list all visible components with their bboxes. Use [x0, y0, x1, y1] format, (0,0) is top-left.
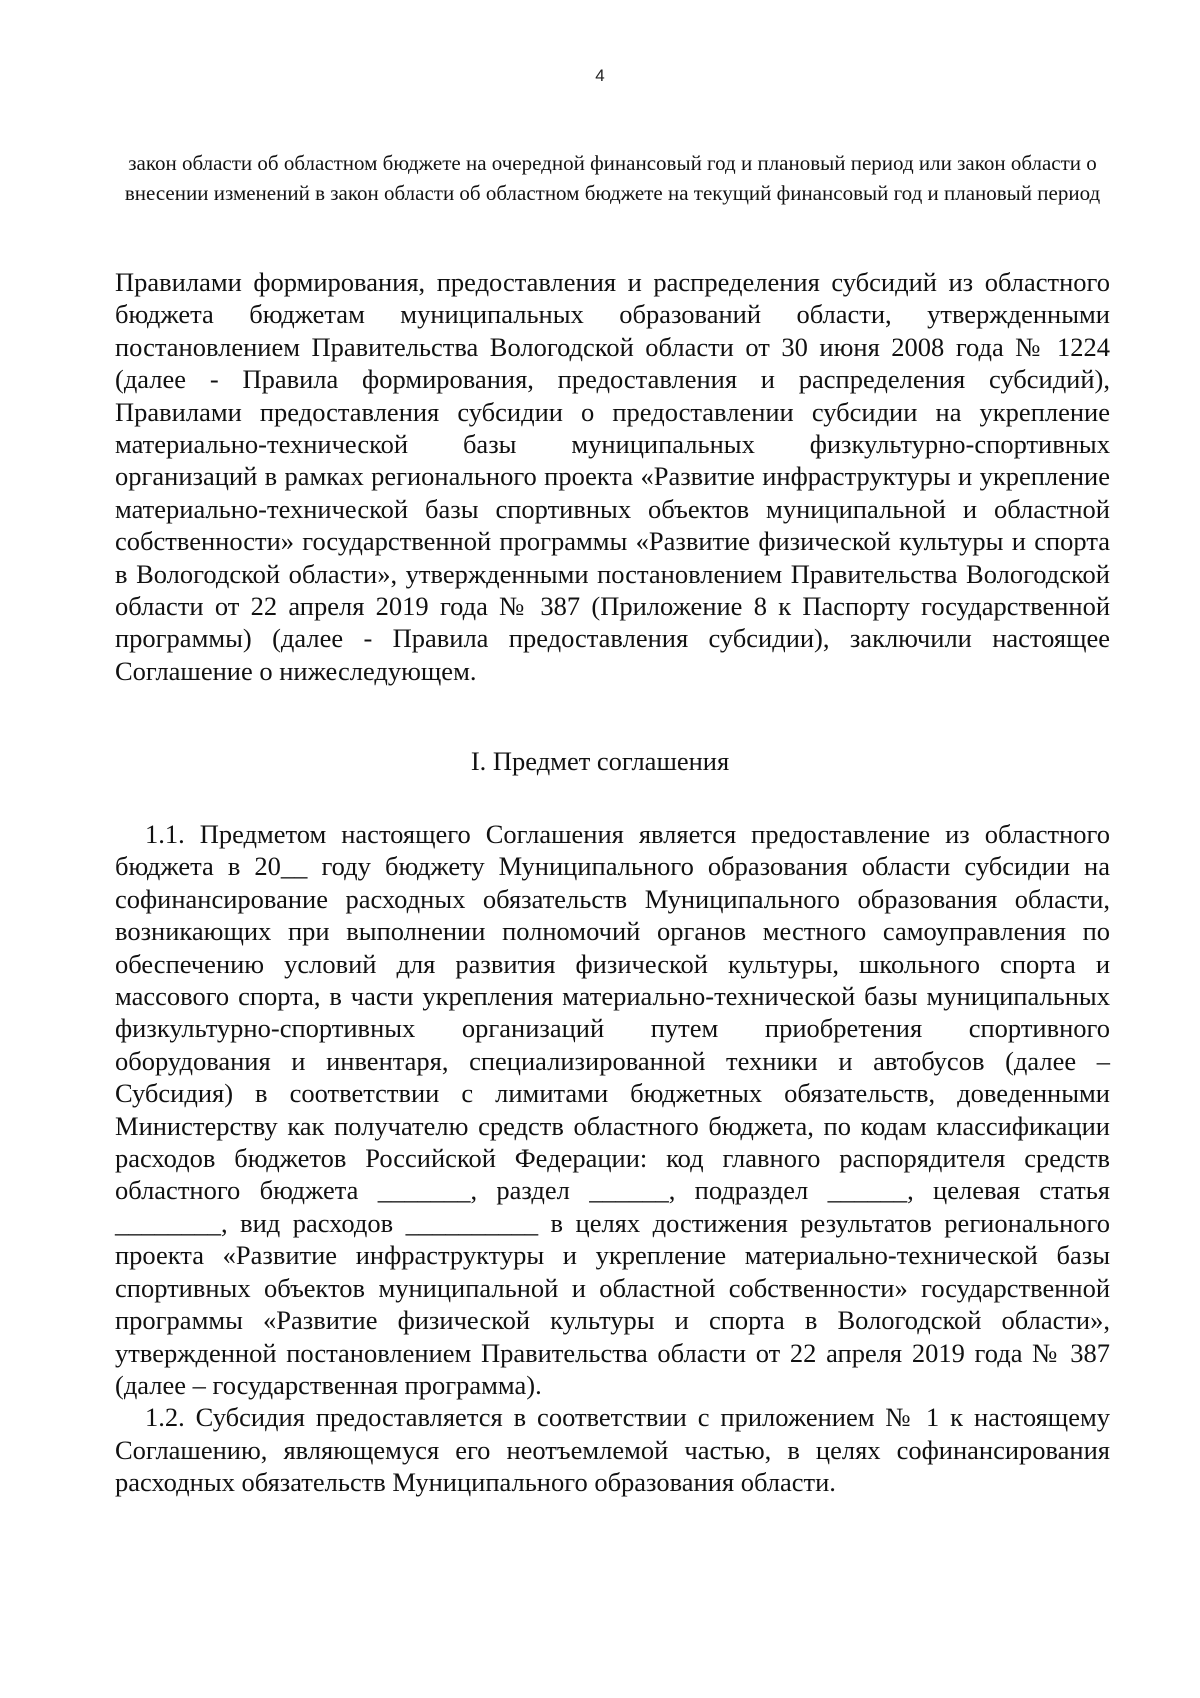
intro-paragraph-block — [115, 266, 1110, 687]
section-body — [115, 818, 1110, 1499]
intro-paragraph: Правилами формирования, предоставления и распределения субсидий из областного бюджета бюджетам муниципальных образований области, утвержденными постановлением Правительства Вологодской области от 30 июня 2008 года № 1224 (далее - Правила формирования, предоставления и распределения субсидий), Правилами предоставления субсидии о предоставлении субсидии на укрепление материально-технической базы муниципальных физкультурно-спортивных организаций в рамках регионального проекта «Развитие инфраструктуры и укрепление материально-технической базы спортивных объектов муниципальной и областной собственности» государственной программы «Развитие физической культуры и спорта в Вологодской области», утвержденными постановлением Правительства Вологодской области от 22 апреля 2019 года № 387 (Приложение 8 к Паспорту государственной программы) (далее - Правила предоставления субсидии), заключили настоящее Соглашение о нижеследующем. — [115, 267, 1110, 686]
header-note: закон области об областном бюджете на очередной финансовый год и плановый период или закон области о внесении изменений в закон области об областном бюджете на текущий финансовый год и плановый период — [124, 151, 1101, 205]
clause-1-2: 1.2. Субсидия предоставляется в соответствии с приложением № 1 к настоящему Соглашению, являющемуся его неотъемлемой частью, в целях софинансирования расходных обязательств Муниципального образования области. — [115, 1402, 1110, 1498]
page-number: 4 — [595, 66, 605, 85]
section-heading: I. Предмет соглашения — [470, 746, 730, 776]
clause-1-1: 1.1. Предметом настоящего Соглашения является предоставление из областного бюджета в 20__ году бюджету Муниципального образования области субсидии на софинансирование расходных обязательств Муниципального образования области, возникающих при выполнении полномочий органов местного самоуправления по обеспечению условий для развития физической культуры, школьного спорта и массового спорта, в части укрепления материально-технической базы муниципальных физкультурно-спортивных организаций путем приобретения спортивного оборудования и инвентаря, специализированной техники и автобусов (далее – Субсидия) в соответствии с лимитами бюджетных обязательств, доведенными Министерству как получателю средств областного бюджета, по кодам классификации расходов бюджетов Российской Федерации: код главного распорядителя средств областного бюджета _______, раздел ______, подраздел ______, целевая статья ________, вид расходов __________ в целях достижения результатов регионального проекта «Развитие инфраструктуры и укрепление материально-технической базы спортивных объектов муниципальной и областной собственности» государственной программы «Развитие физической культуры и спорта в Вологодской области», утвержденной постановлением Правительства области от 22 апреля 2019 года № 387 (далее – государственная программа). — [115, 819, 1110, 1400]
